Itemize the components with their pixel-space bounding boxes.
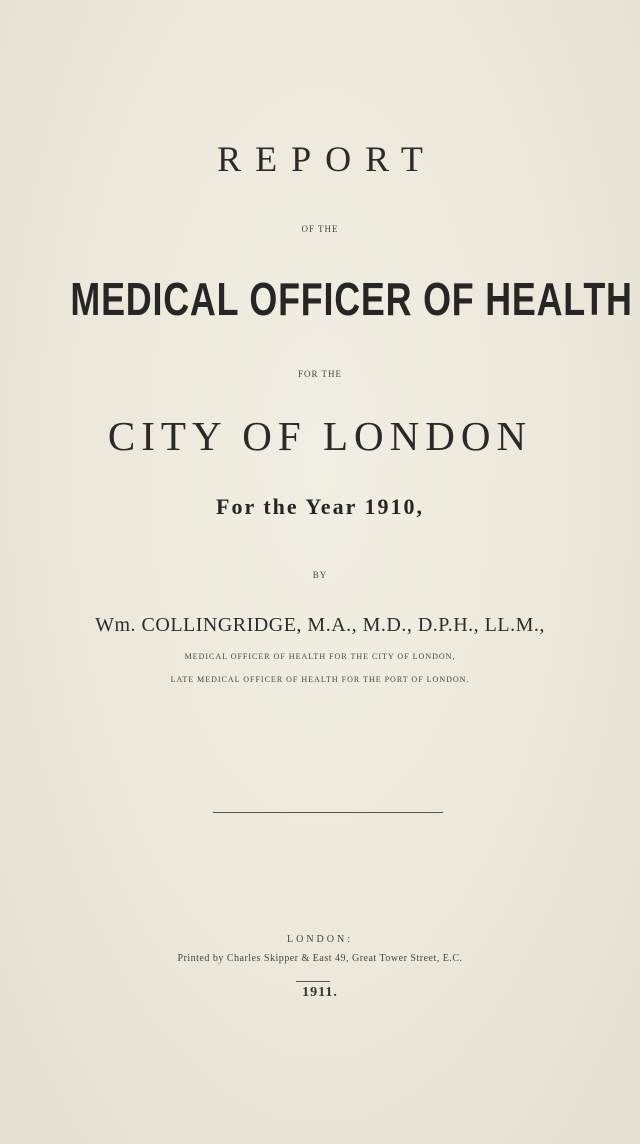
divider-rule bbox=[213, 812, 443, 813]
imprint-printer: Printed by Charles Skipper & East 49, Great Tower Street, E.C. bbox=[177, 953, 463, 964]
author-role-current: MEDICAL OFFICER OF HEALTH FOR THE CITY OF LONDON, bbox=[184, 652, 456, 661]
report-heading: REPORT bbox=[217, 139, 437, 179]
of-the-text: OF THE bbox=[301, 224, 339, 234]
imprint-place: LONDON: bbox=[287, 934, 353, 945]
short-rule bbox=[296, 981, 330, 982]
imprint-year: 1911. bbox=[302, 985, 338, 1000]
office-title: MEDICAL OFFICER OF HEALTH bbox=[70, 273, 633, 325]
year-line: For the Year 1910, bbox=[216, 494, 424, 519]
city-title: CITY OF LONDON bbox=[107, 413, 533, 459]
author-role-former: LATE MEDICAL OFFICER OF HEALTH FOR THE PORT OF LONDON. bbox=[170, 675, 470, 684]
author-line: Wm. COLLINGRIDGE, M.A., M.D., D.P.H., LL.M., bbox=[95, 614, 545, 636]
for-the-text: FOR THE bbox=[297, 369, 343, 379]
by-text: BY bbox=[312, 570, 328, 580]
